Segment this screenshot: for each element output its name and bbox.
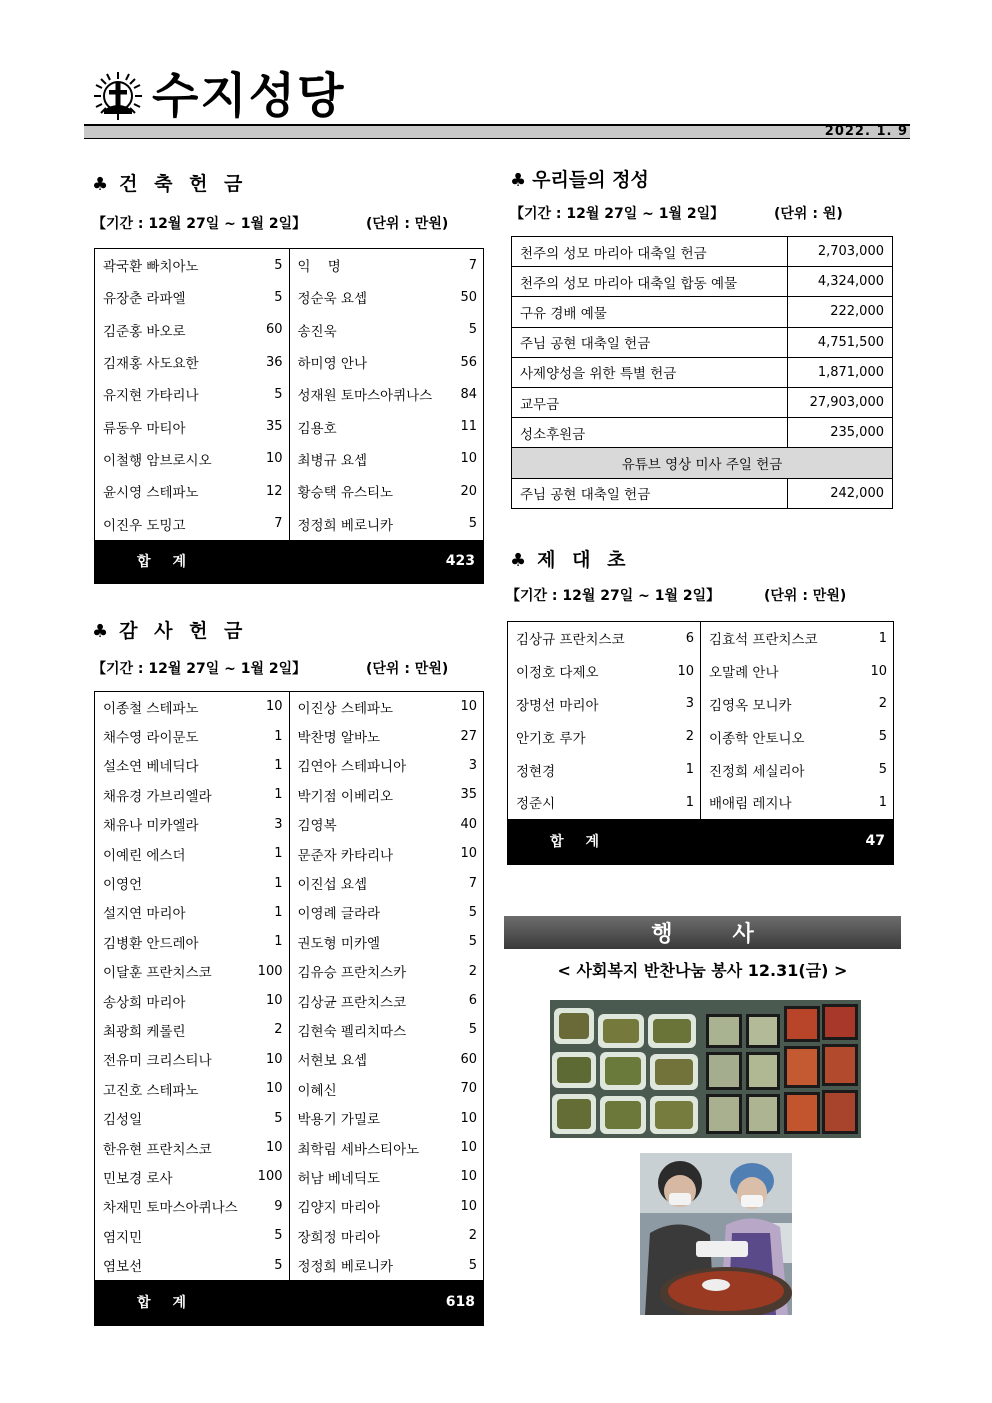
donor-name: 이진우 도밍고 bbox=[103, 517, 186, 534]
club-icon: ♣ bbox=[92, 174, 114, 195]
offering-value: 222,000 bbox=[788, 297, 893, 327]
offering-label: 천주의 성모 마리아 대축일 합동 예물 bbox=[512, 267, 788, 297]
offering-label: 주님 공현 대축일 헌금 bbox=[512, 478, 788, 508]
offering-label: 구유 경배 예물 bbox=[512, 297, 788, 327]
donor-name: 김영복 bbox=[297, 818, 337, 835]
offering-row bbox=[512, 297, 893, 327]
donation-amount: 2 bbox=[274, 1022, 283, 1038]
donor-row bbox=[290, 1103, 484, 1132]
donation-amount: 10 bbox=[870, 663, 887, 679]
donation-amount: 7 bbox=[468, 257, 477, 273]
donor-name: 최학림 세바스티아노 bbox=[297, 1141, 420, 1158]
donation-amount: 2 bbox=[468, 963, 477, 979]
donor-row bbox=[290, 1045, 484, 1074]
donor-name: 이달훈 프란치스코 bbox=[103, 965, 212, 982]
donor-name: 송상희 마리아 bbox=[103, 994, 186, 1011]
donation-amount: 5 bbox=[274, 289, 283, 305]
offering-row bbox=[512, 478, 893, 508]
donation-amount: 1 bbox=[878, 630, 887, 646]
donation-amount: 11 bbox=[460, 419, 477, 435]
offerings-unit: (단위 : 원) bbox=[774, 206, 843, 222]
donor-row bbox=[290, 281, 484, 313]
donor-name: 허남 베네딕도 bbox=[297, 1170, 381, 1187]
donor-name: 설지연 마리아 bbox=[103, 906, 186, 923]
donation-amount: 1 bbox=[274, 846, 283, 862]
club-icon: ♣ bbox=[510, 170, 527, 191]
donor-row bbox=[290, 1192, 484, 1221]
offerings-title-text: 우리들의 정성 bbox=[532, 169, 649, 191]
donation-amount: 1 bbox=[685, 762, 694, 778]
donor-name: 김상균 프란치스코 bbox=[297, 994, 407, 1011]
donor-name: 황승택 유스티노 bbox=[297, 485, 394, 502]
donor-name: 김준홍 바오로 bbox=[103, 323, 186, 340]
offering-row bbox=[512, 327, 893, 357]
donation-amount: 10 bbox=[460, 451, 477, 467]
donor-name: 김재홍 사도요한 bbox=[103, 356, 199, 373]
donor-row bbox=[290, 1221, 484, 1250]
donor-row bbox=[95, 1133, 289, 1162]
donor-row bbox=[95, 507, 289, 539]
donor-name: 유장춘 라파엘 bbox=[103, 291, 186, 308]
club-icon: ♣ bbox=[92, 621, 114, 642]
donor-row bbox=[95, 957, 289, 986]
donor-row bbox=[95, 443, 289, 475]
donation-amount: 27 bbox=[460, 728, 477, 744]
offering-value: 1,871,000 bbox=[788, 357, 893, 387]
donation-amount: 10 bbox=[265, 699, 283, 715]
donor-row bbox=[95, 1074, 289, 1103]
donation-amount: 6 bbox=[685, 630, 694, 646]
total-label: 합계 bbox=[550, 834, 622, 851]
offering-label: 성소후원금 bbox=[512, 418, 788, 448]
donor-name: 김양지 마리아 bbox=[297, 1200, 381, 1217]
donation-amount: 40 bbox=[460, 816, 477, 832]
donation-amount: 1 bbox=[274, 787, 283, 803]
donor-name: 송진욱 bbox=[297, 323, 337, 340]
donation-amount: 6 bbox=[468, 993, 477, 1009]
offering-row bbox=[512, 267, 893, 297]
donor-row bbox=[95, 1162, 289, 1191]
donor-row bbox=[95, 868, 289, 897]
donation-amount: 60 bbox=[460, 1051, 477, 1067]
donor-name: 김유승 프란치스카 bbox=[297, 965, 407, 982]
donor-row bbox=[290, 986, 484, 1015]
donor-row bbox=[95, 986, 289, 1015]
donor-name: 오말례 안나 bbox=[709, 665, 779, 682]
donor-row bbox=[95, 1192, 289, 1221]
donation-amount: 5 bbox=[274, 1228, 283, 1244]
donor-name: 김연아 스테파니아 bbox=[297, 759, 407, 776]
donor-row bbox=[290, 443, 484, 475]
offering-label: 사제양성을 위한 특별 헌금 bbox=[512, 357, 788, 387]
total-amount: 423 bbox=[445, 553, 475, 570]
total-amount: 618 bbox=[445, 1294, 475, 1311]
candles-title-text: 제 대 초 bbox=[537, 549, 631, 571]
donor-row bbox=[290, 721, 484, 750]
events-subtitle: < 사회복지 반찬나눔 봉사 12.31(금) > bbox=[557, 961, 848, 980]
page-title: 수지성당 bbox=[152, 68, 346, 124]
construction-total-row bbox=[95, 540, 483, 583]
offering-row bbox=[512, 237, 893, 267]
donor-row bbox=[290, 839, 484, 868]
donation-amount: 1 bbox=[274, 728, 283, 744]
donor-row bbox=[290, 1250, 484, 1279]
donation-amount: 35 bbox=[265, 419, 283, 435]
donation-amount: 3 bbox=[685, 696, 694, 712]
side-dish-containers-photo bbox=[550, 1000, 861, 1138]
donor-name: 이정호 다제오 bbox=[516, 665, 599, 682]
candles-title bbox=[510, 548, 630, 573]
donor-row bbox=[290, 692, 484, 721]
donation-amount: 35 bbox=[460, 787, 477, 803]
candles-unit: (단위 : 만원) bbox=[764, 588, 847, 604]
donation-amount: 5 bbox=[468, 904, 477, 920]
offerings-title bbox=[510, 168, 649, 193]
events-header: 행사 bbox=[504, 916, 901, 949]
donor-row bbox=[95, 721, 289, 750]
thanks-total-row bbox=[95, 1280, 483, 1325]
donor-row bbox=[95, 281, 289, 313]
donation-amount: 5 bbox=[878, 729, 887, 745]
donor-name: 최병규 요셉 bbox=[297, 452, 367, 469]
donation-amount: 50 bbox=[460, 289, 477, 305]
donation-amount: 5 bbox=[468, 1022, 477, 1038]
donor-name: 진정희 세실리아 bbox=[709, 763, 805, 780]
donor-name: 염지민 bbox=[103, 1229, 143, 1246]
donor-name: 익 명 bbox=[297, 259, 341, 276]
offerings-period: 【기간 : 12월 27일 ~ 1월 2일】 bbox=[510, 206, 725, 222]
donor-name: 채유경 가브리엘라 bbox=[103, 788, 212, 805]
donor-row bbox=[95, 1221, 289, 1250]
offering-value: 2,703,000 bbox=[788, 237, 893, 267]
donor-row bbox=[290, 1074, 484, 1103]
donor-name: 권도형 미카엘 bbox=[297, 935, 381, 952]
donor-row bbox=[95, 475, 289, 507]
youtube-header: 유튜브 영상 미사 주일 헌금 bbox=[512, 448, 893, 478]
donation-amount: 3 bbox=[468, 757, 477, 773]
donor-row bbox=[290, 475, 484, 507]
donor-name: 채유나 미카엘라 bbox=[103, 818, 199, 835]
donation-amount: 1 bbox=[878, 794, 887, 810]
donation-amount: 10 bbox=[265, 1081, 283, 1097]
donor-name: 박용기 가밀로 bbox=[297, 1112, 381, 1129]
donor-name: 정준시 bbox=[516, 796, 556, 813]
donor-row bbox=[95, 314, 289, 346]
donor-row bbox=[290, 751, 484, 780]
donor-row bbox=[95, 810, 289, 839]
donor-name: 염보선 bbox=[103, 1259, 143, 1276]
donor-row bbox=[508, 688, 700, 721]
donation-amount: 1 bbox=[274, 757, 283, 773]
donation-amount: 2 bbox=[468, 1228, 477, 1244]
youtube-header-row bbox=[512, 448, 893, 478]
offering-label: 교무금 bbox=[512, 387, 788, 417]
donor-name: 한유현 프란치스코 bbox=[103, 1141, 212, 1158]
donor-row bbox=[290, 314, 484, 346]
donor-row bbox=[290, 378, 484, 410]
bulletin-date: 2022. 1. 9 bbox=[824, 124, 908, 139]
construction-columns bbox=[95, 249, 483, 540]
donation-amount: 2 bbox=[878, 696, 887, 712]
offering-value: 4,324,000 bbox=[788, 267, 893, 297]
offering-row bbox=[512, 418, 893, 448]
donor-name: 문준자 카타리나 bbox=[297, 847, 394, 864]
donor-row bbox=[95, 898, 289, 927]
volunteers-cooking-photo bbox=[640, 1153, 792, 1315]
donor-name: 정정희 베로니카 bbox=[297, 517, 394, 534]
construction-title-text: 건 축 헌 금 bbox=[119, 173, 248, 195]
donor-name: 정정희 베로니카 bbox=[297, 1259, 394, 1276]
donor-name: 곽국환 빠치아노 bbox=[103, 259, 199, 276]
donation-amount: 9 bbox=[274, 1198, 283, 1214]
donor-name: 류동우 마티아 bbox=[103, 420, 186, 437]
donor-row bbox=[290, 410, 484, 442]
donation-amount: 36 bbox=[265, 354, 283, 370]
donor-name: 차재민 토마스아퀴나스 bbox=[103, 1200, 238, 1217]
donor-row bbox=[95, 1045, 289, 1074]
donor-row bbox=[701, 720, 893, 753]
donation-amount: 5 bbox=[878, 762, 887, 778]
donor-name: 정현경 bbox=[516, 763, 556, 780]
donor-row bbox=[290, 810, 484, 839]
offering-value: 27,903,000 bbox=[788, 387, 893, 417]
donation-amount: 12 bbox=[265, 483, 283, 499]
donor-name: 유지현 가타리나 bbox=[103, 388, 199, 405]
donation-amount: 60 bbox=[265, 322, 283, 338]
thanks-left-column bbox=[95, 692, 289, 1280]
thanks-period: 【기간 : 12월 27일 ~ 1월 2일】 bbox=[92, 661, 307, 677]
donor-row bbox=[290, 780, 484, 809]
donor-name: 장명선 마리아 bbox=[516, 697, 599, 714]
total-amount: 47 bbox=[865, 833, 885, 850]
total-label: 합계 bbox=[137, 554, 209, 571]
candles-columns bbox=[508, 622, 893, 819]
donor-name: 김병환 안드레아 bbox=[103, 935, 199, 952]
donor-name: 장희정 마리아 bbox=[297, 1229, 381, 1246]
donation-amount: 1 bbox=[685, 794, 694, 810]
offering-value: 235,000 bbox=[788, 418, 893, 448]
donor-name: 이철행 암브로시오 bbox=[103, 452, 212, 469]
donation-amount: 1 bbox=[274, 904, 283, 920]
donor-row bbox=[95, 346, 289, 378]
donation-amount: 5 bbox=[274, 386, 283, 402]
offering-label: 천주의 성모 마리아 대축일 헌금 bbox=[512, 237, 788, 267]
donor-row bbox=[701, 786, 893, 819]
candles-left-column bbox=[508, 622, 700, 819]
donor-name: 윤시영 스테파노 bbox=[103, 485, 199, 502]
donor-row bbox=[95, 839, 289, 868]
construction-left-column bbox=[95, 249, 289, 540]
donor-name: 김현숙 펠리치따스 bbox=[297, 1023, 407, 1040]
donor-name: 배애림 레지나 bbox=[709, 796, 792, 813]
donation-amount: 5 bbox=[468, 934, 477, 950]
donation-amount: 84 bbox=[460, 386, 477, 402]
donor-name: 이영언 bbox=[103, 877, 143, 894]
donor-name: 이혜신 bbox=[297, 1082, 337, 1099]
donor-row bbox=[290, 346, 484, 378]
donor-name: 안기호 루가 bbox=[516, 730, 586, 747]
donor-row bbox=[290, 927, 484, 956]
donation-amount: 10 bbox=[460, 1110, 477, 1126]
candles-period: 【기간 : 12월 27일 ~ 1월 2일】 bbox=[506, 588, 721, 604]
donor-name: 민보경 로사 bbox=[103, 1170, 173, 1187]
donor-row bbox=[290, 1162, 484, 1191]
donor-name: 박찬명 알바노 bbox=[297, 730, 381, 747]
donation-amount: 10 bbox=[265, 993, 283, 1009]
donor-row bbox=[701, 688, 893, 721]
donation-amount: 5 bbox=[468, 322, 477, 338]
donation-amount: 10 bbox=[265, 451, 283, 467]
donor-row bbox=[95, 1250, 289, 1279]
donation-amount: 10 bbox=[460, 1169, 477, 1185]
donation-amount: 100 bbox=[257, 963, 283, 979]
donor-row bbox=[95, 1103, 289, 1132]
church-logo bbox=[92, 70, 144, 122]
donor-row bbox=[95, 751, 289, 780]
donor-row bbox=[290, 898, 484, 927]
donor-row bbox=[95, 249, 289, 281]
donor-name: 이예린 에스더 bbox=[103, 847, 186, 864]
construction-title bbox=[92, 172, 247, 197]
donor-row bbox=[508, 786, 700, 819]
donation-amount: 10 bbox=[677, 663, 694, 679]
offerings-table bbox=[511, 236, 893, 509]
donation-amount: 1 bbox=[274, 934, 283, 950]
donation-amount: 5 bbox=[274, 257, 283, 273]
candles-total-row bbox=[508, 819, 893, 864]
offering-row bbox=[512, 357, 893, 387]
donor-row bbox=[95, 927, 289, 956]
donation-amount: 10 bbox=[460, 1140, 477, 1156]
donor-row bbox=[290, 1133, 484, 1162]
donor-name: 이진상 스테파노 bbox=[297, 700, 394, 717]
donor-name: 이종학 안토니오 bbox=[709, 730, 805, 747]
donor-name: 고진호 스테파노 bbox=[103, 1082, 199, 1099]
donation-amount: 70 bbox=[460, 1081, 477, 1097]
donor-row bbox=[290, 249, 484, 281]
donor-row bbox=[290, 957, 484, 986]
donor-row bbox=[290, 507, 484, 539]
donor-name: 김영옥 모니카 bbox=[709, 697, 792, 714]
donor-row bbox=[95, 1015, 289, 1044]
donor-name: 정순욱 요셉 bbox=[297, 291, 367, 308]
donor-row bbox=[508, 655, 700, 688]
donor-name: 전유미 크리스티나 bbox=[103, 1053, 212, 1070]
donation-amount: 10 bbox=[460, 1198, 477, 1214]
donor-row bbox=[701, 753, 893, 786]
donation-amount: 56 bbox=[460, 354, 477, 370]
donor-name: 채수영 라이문도 bbox=[103, 730, 199, 747]
donation-amount: 5 bbox=[274, 1110, 283, 1126]
offering-row bbox=[512, 387, 893, 417]
donor-row bbox=[95, 410, 289, 442]
donor-row bbox=[508, 622, 700, 655]
donation-amount: 10 bbox=[265, 1140, 283, 1156]
donation-amount: 2 bbox=[685, 729, 694, 745]
donor-name: 김상규 프란치스코 bbox=[516, 632, 625, 649]
donation-amount: 100 bbox=[257, 1169, 283, 1185]
construction-period: 【기간 : 12월 27일 ~ 1월 2일】 bbox=[92, 216, 307, 232]
donor-name: 김용호 bbox=[297, 420, 337, 437]
thanks-title bbox=[92, 619, 247, 644]
donor-name: 최광희 케롤린 bbox=[103, 1023, 186, 1040]
donation-amount: 20 bbox=[460, 483, 477, 499]
donor-name: 김성일 bbox=[103, 1112, 143, 1129]
donation-amount: 1 bbox=[274, 875, 283, 891]
donation-amount: 7 bbox=[274, 516, 283, 532]
thanks-table bbox=[94, 691, 484, 1326]
donation-amount: 5 bbox=[274, 1257, 283, 1273]
construction-unit: (단위 : 만원) bbox=[366, 216, 449, 232]
donation-amount: 10 bbox=[460, 699, 477, 715]
offering-label: 주님 공현 대축일 헌금 bbox=[512, 327, 788, 357]
donor-name: 하미영 안나 bbox=[297, 356, 367, 373]
total-label: 합계 bbox=[137, 1295, 209, 1312]
donation-amount: 3 bbox=[274, 816, 283, 832]
donor-row bbox=[508, 720, 700, 753]
club-icon: ♣ bbox=[510, 550, 532, 571]
donation-amount: 5 bbox=[468, 1257, 477, 1273]
construction-right-column bbox=[289, 249, 484, 540]
thanks-unit: (단위 : 만원) bbox=[366, 661, 449, 677]
thanks-right-column bbox=[289, 692, 484, 1280]
thanks-columns bbox=[95, 692, 483, 1280]
donation-amount: 10 bbox=[460, 846, 477, 862]
donor-row bbox=[508, 753, 700, 786]
donor-row bbox=[95, 780, 289, 809]
offering-value: 4,751,500 bbox=[788, 327, 893, 357]
donor-name: 서현보 요셉 bbox=[297, 1053, 367, 1070]
donor-name: 이영례 글라라 bbox=[297, 906, 381, 923]
candles-right-column bbox=[700, 622, 893, 819]
donor-name: 설소연 베네딕다 bbox=[103, 759, 199, 776]
candles-table bbox=[507, 621, 894, 865]
donor-name: 성재원 토마스아퀴나스 bbox=[297, 388, 433, 405]
donor-row bbox=[95, 378, 289, 410]
donor-row bbox=[290, 868, 484, 897]
donor-row bbox=[701, 655, 893, 688]
donation-amount: 5 bbox=[468, 516, 477, 532]
donor-name: 김효석 프란치스코 bbox=[709, 632, 818, 649]
thanks-title-text: 감 사 헌 금 bbox=[119, 620, 248, 642]
donor-row bbox=[290, 1015, 484, 1044]
donor-name: 이종철 스테파노 bbox=[103, 700, 199, 717]
donor-row bbox=[701, 622, 893, 655]
donor-row bbox=[95, 692, 289, 721]
construction-table bbox=[94, 248, 484, 584]
donor-name: 이진섭 요셉 bbox=[297, 877, 367, 894]
date-bar bbox=[84, 126, 910, 139]
donation-amount: 7 bbox=[468, 875, 477, 891]
donation-amount: 10 bbox=[265, 1051, 283, 1067]
offering-value: 242,000 bbox=[788, 478, 893, 508]
donor-name: 박기점 이베리오 bbox=[297, 788, 394, 805]
